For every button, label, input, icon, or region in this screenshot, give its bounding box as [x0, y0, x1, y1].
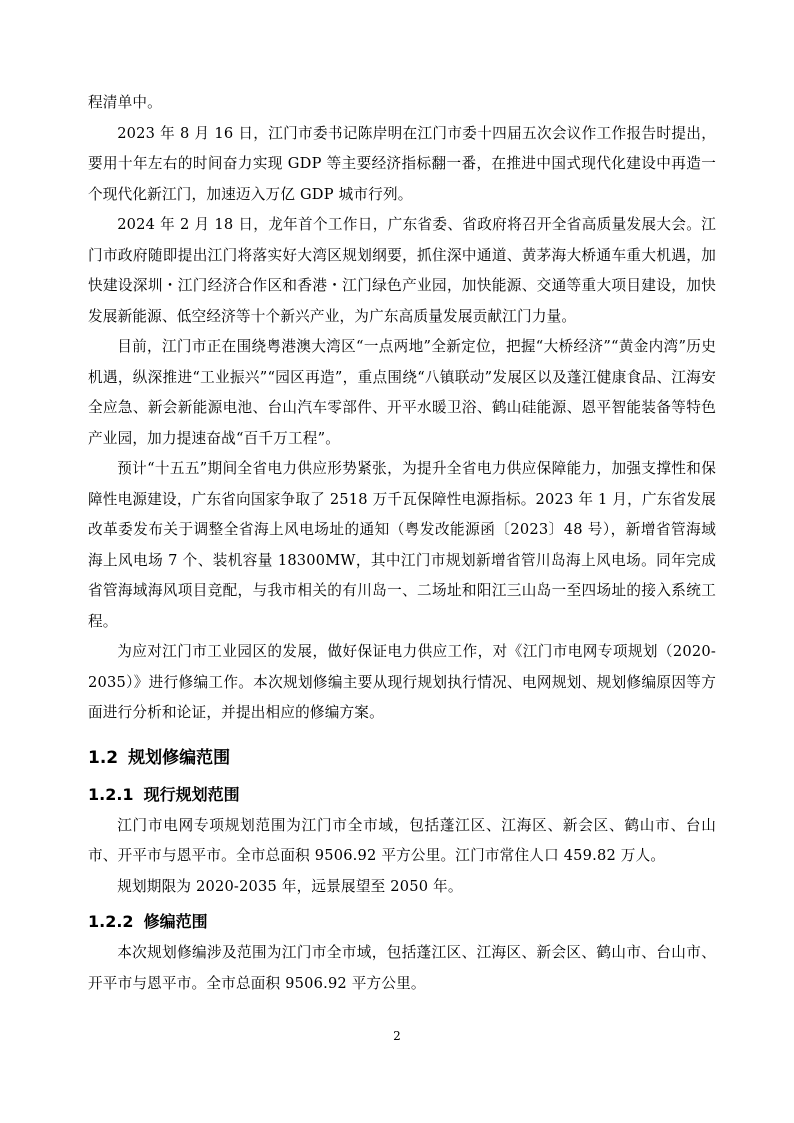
- paragraph-gdp-goal: 2023 年 8 月 16 日，江门市委书记陈岸明在江门市委十四届五次会议作工作报告时提出，要用十年左右的时间奋力实现 GDP 等主要经济指标翻一番，在推进中国式现代化建设中再造一个现代化新江门，加速迈入万亿 GDP 城市行列。: [88, 124, 716, 203]
- page-content: [88, 88, 716, 999]
- section-title: 修编范围: [143, 912, 208, 931]
- paragraph-development-conference: 2024 年 2 月 18 日，龙年首个工作日，广东省委、省政府将召开全省高质量发展大会。江门市政府随即提出江门将落实好大湾区规划纲要，抓住深中通道、黄茅海大桥通车重大机遇，加快建设深圳・江门经济合作区和香港・江门绿色产业园，加快能源、交通等重大项目建设，加快发展新能源、低空经济等十个新兴产业，为广东高质量发展贡献江门力量。: [88, 216, 716, 325]
- section-title: 现行规划范围: [143, 784, 240, 804]
- paragraph-revision-scope: 本次规划修编涉及范围为江门市全市域，包括蓬江区、江海区、新会区、鹤山市、台山市、开平市与恩平市。全市总面积 9506.92 平方公里。: [88, 944, 716, 992]
- paragraph-continuation: 程清单中。: [88, 94, 162, 111]
- section-title: 规划修编范围: [128, 747, 231, 768]
- paragraph-plan-revision: 为应对江门市工业园区的发展，做好保证电力供应工作，对《江门市电网专项规划（2020-2035）》进行修编工作。本次规划修编主要从现行规划执行情况、电网规划、规划修编原因等方面进行分析和论证，并提出相应的修编方案。: [88, 643, 716, 721]
- section-number: 1.2.1: [88, 784, 134, 804]
- section-number: 1.2.2: [88, 912, 134, 931]
- page-number: 2: [393, 1029, 401, 1043]
- section-number: 1.2: [88, 747, 119, 768]
- section-heading-1-2-2: [88, 906, 716, 938]
- section-heading-1-2-1: [88, 779, 716, 811]
- paragraph-industrial-parks: 目前，江门市正在围绕粤港澳大湾区“一点两地”全新定位，把握“大桥经济”“黄金内湾”历史机遇，纵深推进“工业振兴”“园区再造”，重点围绕“八镇联动”发展区以及蓬江健康食品、江海安全应急、新会新能源电池、台山汽车零部件、开平水暖卫浴、鹤山硅能源、恩平智能装备等特色产业园，加力提速奋战“百千万工程”。: [88, 338, 716, 447]
- paragraph-current-scope: 江门市电网专项规划范围为江门市全市域，包括蓬江区、江海区、新会区、鹤山市、台山市、开平市与恩平市。全市总面积 9506.92 平方公里。江门市常住人口 459.82 万人。: [88, 816, 716, 864]
- section-heading-1-2: [88, 741, 716, 775]
- paragraph-plan-period: 规划期限为 2020-2035 年，远景展望至 2050 年。: [117, 877, 463, 895]
- paragraph-power-supply: 预计“十五五”期间全省电力供应形势紧张，为提升全省电力供应保障能力，加强支撑性和保障性电源建设，广东省向国家争取了 2518 万千瓦保障性电源指标。2023 年 1 月，广东省发展改革委发布关于调整全省海上风电场址的通知（粤发改能源函〔2023〕48 号），新增省管海域海上风电场 7 个、装机容量 18300MW，其中江门市规划新增省管川岛海上风电场。同年完成省管海域海风项目竞配，与我市相关的有川岛一、二场址和阳江三山岛一至四场址的接入系统工程。: [88, 460, 716, 630]
